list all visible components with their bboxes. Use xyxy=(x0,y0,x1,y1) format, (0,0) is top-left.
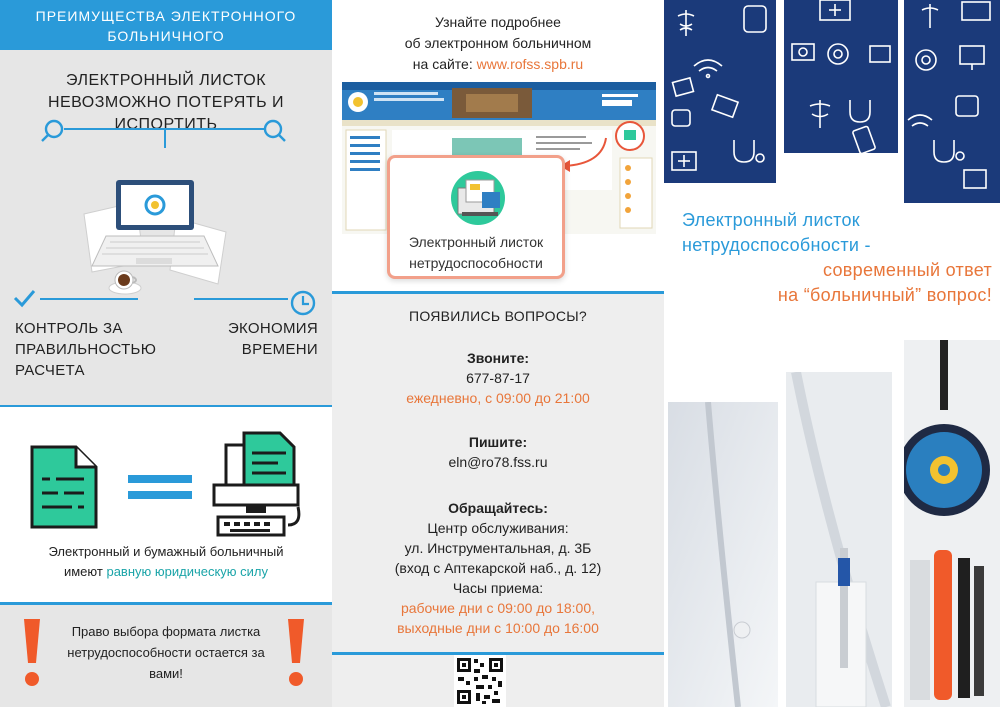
write-block xyxy=(332,432,664,472)
info-panel xyxy=(332,0,664,707)
qr-code[interactable] xyxy=(454,655,506,707)
email-link[interactable]: eln@ro78.fss.ru xyxy=(448,454,548,470)
exclamation-right-icon xyxy=(284,617,308,691)
time-saving-label: ЭКОНОМИЯ ВРЕМЕНИ xyxy=(227,320,318,358)
equal-force-section xyxy=(0,407,332,603)
icon-tile-2 xyxy=(784,0,898,153)
phone-number[interactable]: 677-87-17 xyxy=(466,370,530,386)
eln-app-icon xyxy=(446,168,510,226)
clock-line-graphic xyxy=(190,286,322,320)
website-section xyxy=(332,0,664,292)
laptop-illustration xyxy=(78,174,238,294)
website-prefix: на сайте: xyxy=(412,56,473,72)
eln-callout-card[interactable] xyxy=(387,155,565,279)
website-intro xyxy=(362,12,634,75)
website-intro-line1: Узнайте подробнее xyxy=(435,14,561,30)
visit-address: ул. Инструментальная, д. 3Б xyxy=(404,540,592,556)
tagline-line4: на “больничный” вопрос! xyxy=(777,285,992,305)
eln-callout-label: Электронный листок нетрудоспособности xyxy=(408,234,544,271)
cover-panel xyxy=(664,0,1000,707)
cannot-lose-title: ЭЛЕКТРОННЫЙ ЛИСТОК НЕВОЗМОЖНО ПОТЕРЯТЬ И ИСПОРТИТЬ xyxy=(47,72,285,133)
icon-tile-1 xyxy=(664,0,776,183)
computer-document-icon xyxy=(208,429,318,539)
visit-line1: Центр обслуживания: xyxy=(427,520,569,536)
equal-force-accent: равную юридическую силу xyxy=(106,564,269,579)
visit-hours-weekdays: рабочие дни с 09:00 до 18:00, xyxy=(400,600,596,616)
visit-hours-weekends: выходные дни с 10:00 до 16:00 xyxy=(397,620,599,636)
electronic-document-icon xyxy=(28,445,100,531)
magnifier-right-icon xyxy=(265,121,285,141)
choice-section xyxy=(0,605,332,707)
advantages-header: ПРЕИМУЩЕСТВА ЭЛЕКТРОННОГО БОЛЬНИЧНОГО xyxy=(0,0,332,50)
questions-title: ПОЯВИЛИСЬ ВОПРОСЫ? xyxy=(408,308,588,324)
cannot-lose-section xyxy=(0,50,332,405)
website-intro-line2: об электронном больничном xyxy=(404,35,592,51)
equal-force-prefix: имеют xyxy=(63,564,103,579)
tagline-line1: Электронный листок xyxy=(682,210,860,230)
write-heading: Пишите: xyxy=(468,434,528,450)
tagline xyxy=(670,208,992,308)
magnifier-left-icon xyxy=(42,121,62,141)
visit-heading: Обращайтесь: xyxy=(448,500,548,516)
checkmark-icon xyxy=(15,291,34,305)
icon-tile-3 xyxy=(904,0,1000,203)
website-intro-line3 xyxy=(362,54,634,75)
website-link[interactable]: www.rofss.spb.ru xyxy=(476,56,584,72)
visit-block xyxy=(332,498,664,638)
check-line-graphic xyxy=(12,286,142,310)
visit-hours-label: Часы приема: xyxy=(452,580,544,596)
control-label: КОНТРОЛЬ ЗА ПРАВИЛЬНОСТЬЮ РАСЧЕТА xyxy=(15,320,157,379)
advantages-panel xyxy=(0,0,332,707)
clock-icon xyxy=(292,292,314,314)
doctor-coat-photo-1 xyxy=(668,402,778,707)
visit-entrance: (вход с Аптекарской наб., д. 12) xyxy=(394,560,602,576)
tagline-line2: нетрудоспособности - xyxy=(682,235,871,255)
call-heading: Звоните: xyxy=(466,350,530,366)
exclamation-left-icon xyxy=(20,617,44,691)
equals-icon-bar xyxy=(128,491,192,499)
search-line-graphic xyxy=(40,116,290,148)
call-hours: ежедневно, с 09:00 до 21:00 xyxy=(406,390,590,406)
equal-force-text xyxy=(8,542,324,582)
contacts-section xyxy=(332,294,664,707)
equals-icon xyxy=(128,475,192,483)
tagline-line3: современный ответ xyxy=(822,260,992,280)
call-block xyxy=(332,348,664,408)
doctor-coat-photo-2 xyxy=(786,372,892,707)
choice-text: Право выбора формата листка нетрудоспособности остается за вами! xyxy=(67,624,265,681)
equal-force-line2 xyxy=(8,562,324,582)
equal-force-line1: Электронный и бумажный больничный xyxy=(48,544,284,559)
doctor-coat-photo-3 xyxy=(904,340,1000,707)
